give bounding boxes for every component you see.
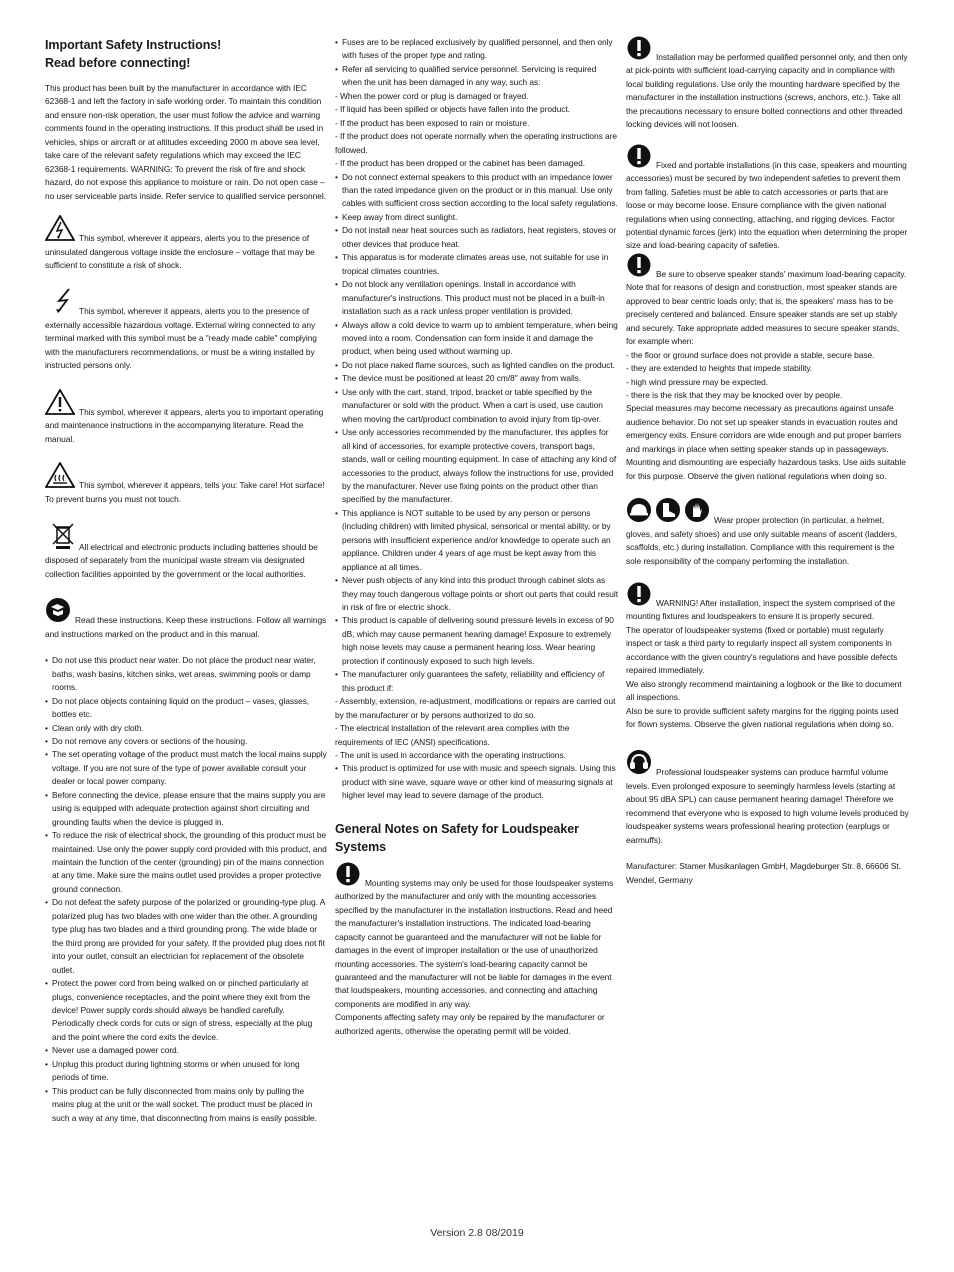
list-item: • Never use a damaged power cord. [45,1044,328,1057]
list-item: • Do not use this product near water. Do not place the product near water, baths, wash basins, kitchen sinks, wet areas, swimming pools or damp rooms. [45,654,328,694]
list-item: • Always allow a cold device to warm up to ambient temperature, when being moved into a room. Condensation can form inside it and damage the product, when being used without warming up. [335,319,618,359]
symbol-read-text: Read these instructions. Keep these instructions. Follow all warnings and instructions marked on the product and in this manual. [45,615,327,639]
lightning-triangle-icon [45,215,75,245]
components-text: Components affecting safety may only be repaired by the manufacturer or authorized agents, otherwise the operating permit will be voided. [335,1012,605,1036]
safety-bullet-list [45,654,328,1125]
list-item: • Do not place naked flame sources, such as lighted candles on the product. [335,359,618,372]
logbook-text: We also strongly recommend maintaining a logbook or the like to document all inspections. [626,678,902,703]
list-item: - Assembly, extension, re-adjustment, modifications or repairs are carried out by the manufacturer or by persons authorized to do so. [335,696,616,720]
speaker-stands-list [626,349,910,403]
list-item: • Do not defeat the safety purpose of the polarized or grounding-type plug. A polarized plug has two blades with one wider than the other. A grounding type plug has two blades and a third grounding prong. The wide blade or the third prong are provided for your safety. If the provided plug does not fit into your outlet, consult an electrician for replacement of the obsolete outlet. [45,896,328,977]
list-item: • This appliance is NOT suitable to be used by any person or persons (including children) with limited physical, sensorical or mental ability, or by persons with insufficient experience and/or knowledge to operate such an appliance. Children under 4 years of age must be kept away from this appliance at all times. [335,507,618,574]
list-item: - the floor or ground surface does not provide a stable, secure base. [626,349,875,360]
list-item: • Do not install near heat sources such as radiators, heat registers, stoves or other devices that produce heat. [335,224,618,251]
list-item: - high wind pressure may be expected. [626,376,768,387]
safety-shoe-icon [655,497,681,527]
exclamation-circle-icon [626,144,652,172]
manufacturer-text: Manufacturer: Stamer Musikanlagen GmbH, Magdeburger Str. 8, 66606 St. Wendel, Germany [626,861,901,885]
operator-text: The operator of loudspeaker systems (fixed or portable) must regularly inspect or task a third party to regularly inspect all system components in accordance with the given country's regulations and have possible defects repaired immediately. [626,624,898,676]
intro-paragraph: This product has been built by the manufacturer in accordance with IEC 62368-1 and left the factory in safe working order. To maintain this condition and ensure non-risk operation, the user must follow the advice and warning comments found in the operating instructions. If this product shall be used in vehicles, ships or aircraft or at altitudes exceeding 2000 m above sea level, take care of the relevant safety regulations which may exceed the IEC 62368-1 requirements. WARNING: To prevent the risk of fire and shock hazard, do not expose this appliance to moisture or rain. Do not open case – no user serviceable parts inside. Refer service to qualified service personnel. [45,83,326,201]
column-middle [335,36,618,1038]
speaker-stands-text: Be sure to observe speaker stands' maximum load-bearing capacity. Note that for reasons of design and construction, most speaker stands are approved to bear centric loads only; that is, the speakers' mass has to be precisely centered and balanced. Ensure speaker stands are set up stably and securely. Take appropriate added measures to secure speaker stands, for example when: [626,268,907,347]
gloves-icon [684,497,710,527]
list-item: • Do not remove any covers or sections of the housing. [45,735,328,748]
list-item: • This product can be fully disconnected from mains only by pulling the mains plug at the unit or the wall socket. The product must be placed in such a way at any time, that disconnecting from mains is easily possible. [45,1085,328,1125]
symbol-wiring-block [45,288,328,372]
fixed-installations-text: Fixed and portable installations (in this case, speakers and mounting accessories) must be secured by two independent safeties to prevent them from falling. Safeties must be able to catch accessories or parts that are loose or may become loose. Ensure compliance with the given national regulations when using connecting, attaching, and rigging devices. Factor potential dynamic forces (jerk) into the equation when determining the proper size and load-bearing capacity of safeties. [626,159,908,251]
version-footer: Version 2.8 08/2019 [430,1227,524,1239]
list-item: - When the power cord or plug is damaged or frayed. [335,90,529,101]
list-item: • Clean only with dry cloth. [45,722,328,735]
list-item: - they are extended to heights that impede stability. [626,363,813,374]
list-item: - If liquid has been spilled or objects have fallen into the product. [335,104,570,115]
list-item: • Use only accessories recommended by the manufacturer, this applies for all kind of accessories, for example protective covers, transport bags, stands, wall or ceiling mounting equipment. In case of attaching any kind of accessories to the product, always follow the instructions for use, provided by the manufacturer. Never use fixing points on the product other than specified by the manufacturer. [335,426,618,507]
symbol-weee-text: All electrical and electronic products including batteries should be disposed of separately from the municipal waste stream via designated collection facilities appointed by the government or the local authorities. [45,541,318,579]
list-item: • The manufacturer only guarantees the safety, reliability and efficiency of this product if: [335,668,618,695]
list-item: • Do not place objects containing liquid on the product – vases, glasses, bottles etc. [45,695,328,722]
symbol-hot-block [45,462,328,506]
list-item: - If the product has been exposed to rain or moisture. [335,117,530,128]
exclamation-circle-icon [626,582,652,610]
list-item: • This product is capable of delivering sound pressure levels in excess of 90 dB, which may cause permanent hearing damage! Exposure to extremely high noise levels may cause a permanent hearing loss. Wear hearing protection if continously exposed to such high levels. [335,614,618,668]
lightning-bolt-icon [53,288,75,318]
list-item: • Refer all servicing to qualified service personnel. Servicing is required when the unit has been damaged in any way, such as: [335,63,618,90]
symbol-voltage-block [45,215,328,272]
dash-list-a [335,90,618,171]
column-right [626,36,910,887]
list-item: • Do not block any ventilation openings. Install in accordance with manufacturer's instructions. This product must not be placed in a built-in installation such as a rack unless proper ventilation is provided. [335,278,618,318]
exclamation-triangle-icon [45,389,75,419]
exclamation-circle-icon [626,36,652,64]
hot-surface-icon [45,462,75,492]
list-item: • Fuses are to be replaced exclusively by qualified personnel, and then only with fuses of the proper type and rating. [335,36,618,63]
warning-label: WARNING! [656,597,699,608]
column-left [45,36,328,1125]
list-item: - The electrical installation of the relevant area complies with the requirements of IEC (ANSI) specifications. [335,723,570,747]
title-line-1: Important Safety Instructions! [45,38,222,52]
list-item: • The device must be positioned at least 20 cm/8" away from walls. [335,372,618,385]
symbol-wiring-text: This symbol, wherever it appears, alerts you to the presence of externally accessible hazardous voltage. External wiring connected to any terminal marked with this symbol must be a "ready made cable" complying with the manufacturers recommendations, or must be a wiring installed by instructed persons only. [45,306,317,371]
loudspeaker-heading: General Notes on Safety for Loudspeaker Systems [335,821,579,854]
symbol-voltage-text: This symbol, wherever it appears, alerts you to the presence of uninsulated dangerous voltage inside the enclosure – voltage that may be sufficient to constitute a risk of shock. [45,233,315,270]
symbol-weee-block [45,522,328,581]
exclamation-circle-icon [626,253,652,281]
list-item: • To reduce the risk of electrical shock, the grounding of this product must be maintained. Use only the power supply cord provided with this product, and maintain the function of the center (grounding) pin of the mains connection at any time. Make sure the mains outlet used provides a proper protective ground connection. [45,829,328,896]
exclamation-circle-icon [335,862,361,890]
list-item: • Protect the power cord from being walked on or pinched particularly at plugs, convenience receptacles, and the point where they exit from the device! Power supply cords should always be handled carefully. Periodically check cords for cuts or sign of stress, especially at the plug and the point where the cord exits the device. [45,977,328,1044]
symbol-read-block [45,597,328,641]
symbol-attention-text: This symbol, wherever it appears, alerts you to important operating and maintenance instructions in the accompanying literature. Read the manual. [45,406,324,444]
bullet-list-c [335,762,618,802]
list-item: • This apparatus is for moderate climates areas use, not suitable for use in tropical climates countries. [335,251,618,278]
list-item: • This product is optimized for use with music and speech signals. Using this product with sine wave, square wave or other kind of measuring signals at higher level may lead to severe damage of the product. [335,762,618,802]
bullet-list-a [335,36,618,90]
safety-margins-text: Also be sure to provide sufficient safety margins for the rigging points used for flown systems. Observe the given national regulations when doing so. [626,705,899,730]
list-item: • Use only with the cart, stand, tripod, bracket or table specified by the manufacturer or sold with the product. When a cart is used, use caution when moving the cart/product combination to avoid injury from tip-over. [335,386,618,426]
list-item: • The set operating voltage of the product must match the local mains supply voltage. If you are not sure of the type of power available consult your dealer or local power company. [45,748,328,788]
list-item: • Before connecting the device, please ensure that the mains supply you are using is equipped with adequate protection against short circuiting and grounding faults when the device is plugged in. [45,789,328,829]
list-item: • Do not connect external speakers to this product with an impedance lower than the rated impedance given on the product or in this manual. Use only cables with sufficient cross section according to the local safety regulations. [335,171,618,211]
list-item: - If the product has been dropped or the cabinet has been damaged. [335,158,585,169]
list-item: - there is the risk that they may be knocked over by people. [626,389,843,400]
special-measures-text: Special measures may become necessary as precautions against unsafe audience behavior. Do not set up speaker stands in evacuation routes and emergency exits. Ensure corridors are wide enough and put proper barriers and markings in place when setting speaker stands up in passageways. Mounting and dismounting are especially hazardous tasks. Use aids suitable for this purpose. Observe the given national regulations when doing so. [626,403,906,481]
title-line-2: Read before connecting! [45,56,191,70]
bullet-list-b [335,171,618,696]
symbol-hot-text: This symbol, wherever it appears, tells you: Take care! Hot surface! To prevent burns you must not touch. [45,480,325,504]
read-manual-icon [45,597,71,627]
list-item: - The unit is used in accordance with the operating instructions. [335,750,566,761]
list-item: • Unplug this product during lightning storms or when unused for long periods of time. [45,1058,328,1085]
list-item: - If the product does not operate normally when the operating instructions are followed. [335,131,617,155]
page-title [45,36,328,72]
list-item: • Never push objects of any kind into this product through cabinet slots as they may touch dangerous voltage points or short out parts that could result in risk of fire or electric shock. [335,574,618,614]
helmet-icon [626,497,652,527]
hearing-text: Professional loudspeaker systems can produce harmful volume levels. Even prolonged exposure to seemingly harmless levels (starting at about 95 dBA SPL) can cause permanent hearing damage! Therefore we recommend that everyone who is exposed to high volume levels produced by loudspeaker systems wears professional hearing protection (earplugs or earmuffs). [626,767,909,845]
protection-text: Wear proper protection (in particular, a helmet, gloves, and safety shoes) and use only suitable means of ascent (ladders, scaffolds, etc.) during installation. Compliance with this requirement is the sole responsibility of the company performing the installation. [626,515,898,566]
dash-list-b [335,695,618,762]
warning-text: After installation, inspect the system comprised of the mounting fixtures and loudspeakers to ensure it is properly secured. [626,597,896,622]
mounting-text: Mounting systems may only be used for those loudspeaker systems authorized by the manufacturer and only with the mounting accessories specified by the manufacturer in the installation instructions. Read and heed the manufacturer's installation instructions. The indicated load-bearing capacity cannot be guaranteed and the manufacturer will not be liable for damages in the event of improper installation or the use of unauthorized mounting accessories. The system's load-bearing capacity cannot be guaranteed and the manufacturer will not be liable for damages in the event that loudspeakers, mounting accessories, and connecting and attaching components are modified in any way. [335,877,614,1009]
installation-text: Installation may be performed qualified personnel only, and then only at pick-points with sufficient load-carrying capacity and in compliance with local building regulations. Use only the mounting hardware specified by the manufacturer in the installation instructions (screws, anchors, etc.). Take all the precautions necessary to ensure bolted connections and other threaded locking devices will not loosen. [626,52,908,130]
hearing-protection-icon [626,749,652,779]
symbol-attention-block [45,389,328,446]
list-item: • Keep away from direct sunlight. [335,211,618,224]
crossed-bin-icon [51,522,75,554]
